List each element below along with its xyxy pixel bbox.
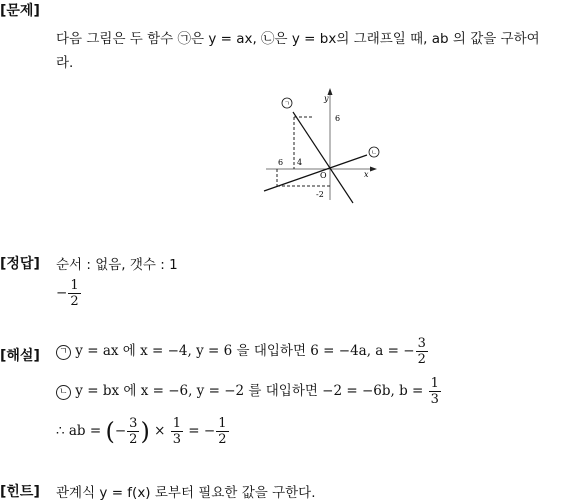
answer-fraction — [68, 278, 80, 309]
hint-heading: [힌트] — [0, 484, 40, 500]
step3-mul-den: 3 — [172, 432, 181, 447]
answer-heading: [정답] — [0, 256, 40, 272]
tick-x-neg6: 6 — [278, 158, 284, 167]
step2-fraction — [429, 376, 441, 407]
step1-num: 3 — [417, 336, 426, 351]
answer-meta: 순서 : 없음, 갯수 : 1 — [56, 257, 178, 273]
svg-text:ㄱ: ㄱ — [284, 100, 290, 108]
y-axis-label: y — [324, 94, 329, 103]
problem-heading: [문제] — [0, 3, 40, 19]
solution-step-1 — [56, 336, 429, 367]
solution-step-3 — [56, 416, 230, 447]
label-g1 — [282, 98, 292, 108]
x-axis-arrow — [370, 167, 377, 172]
tick-y6: 6 — [335, 114, 341, 123]
problem-line-1: 다음 그림은 두 함수 ㉠은 y = ax, ㉡은 y = bx의 그래프일 때, ab 의 값을 구하여 — [56, 31, 540, 47]
step3-times: × — [149, 423, 170, 439]
step1-fraction — [416, 336, 428, 367]
solution-step-2 — [56, 376, 442, 407]
function-graph — [262, 88, 384, 206]
answer-den: 2 — [70, 294, 79, 309]
step3-prefix: ∴ ab = — [56, 423, 106, 439]
step3-mul-fraction — [171, 416, 183, 447]
step1-marker-icon: ㄱ — [56, 345, 71, 360]
step3-res-den: 2 — [218, 432, 227, 447]
svg-text:ㄴ: ㄴ — [371, 149, 377, 157]
step3-paren-open: ( — [105, 417, 115, 446]
step1-den: 2 — [417, 352, 426, 367]
step2-den: 3 — [430, 392, 439, 407]
answer-value — [56, 278, 82, 309]
step2-text: y = bx 에 x = −6, y = −2 를 대입하면 −2 = −6b, b = — [75, 383, 428, 399]
problem-line-2: 라. — [56, 55, 74, 71]
step3-inner-den: 2 — [129, 432, 138, 447]
step3-result-fraction — [216, 416, 228, 447]
step3-inner-sign: − — [114, 423, 127, 439]
step3-inner-fraction — [127, 416, 139, 447]
answer-num: 1 — [70, 278, 79, 293]
step2-marker-icon: ㄴ — [56, 385, 71, 400]
step3-paren-close: ) — [140, 417, 150, 446]
step1-text: y = ax 에 x = −4, y = 6 을 대입하면 6 = −4a, a = − — [75, 343, 415, 359]
label-g2 — [369, 147, 379, 157]
step3-mul-num: 1 — [172, 416, 181, 431]
origin-label: O — [320, 171, 327, 180]
step2-num: 1 — [430, 376, 439, 391]
step3-inner-num: 3 — [129, 416, 138, 431]
answer-sign: − — [56, 285, 68, 301]
hint-text: 관계식 y = f(x) 로부터 필요한 값을 구한다. — [56, 485, 316, 501]
tick-x-neg4: 4 — [297, 158, 303, 167]
x-axis-label: x — [364, 170, 369, 179]
solution-heading: [해설] — [0, 348, 40, 364]
step3-res-num: 1 — [218, 416, 227, 431]
step3-eq: = − — [184, 423, 216, 439]
tick-y-neg2: -2 — [316, 190, 324, 199]
